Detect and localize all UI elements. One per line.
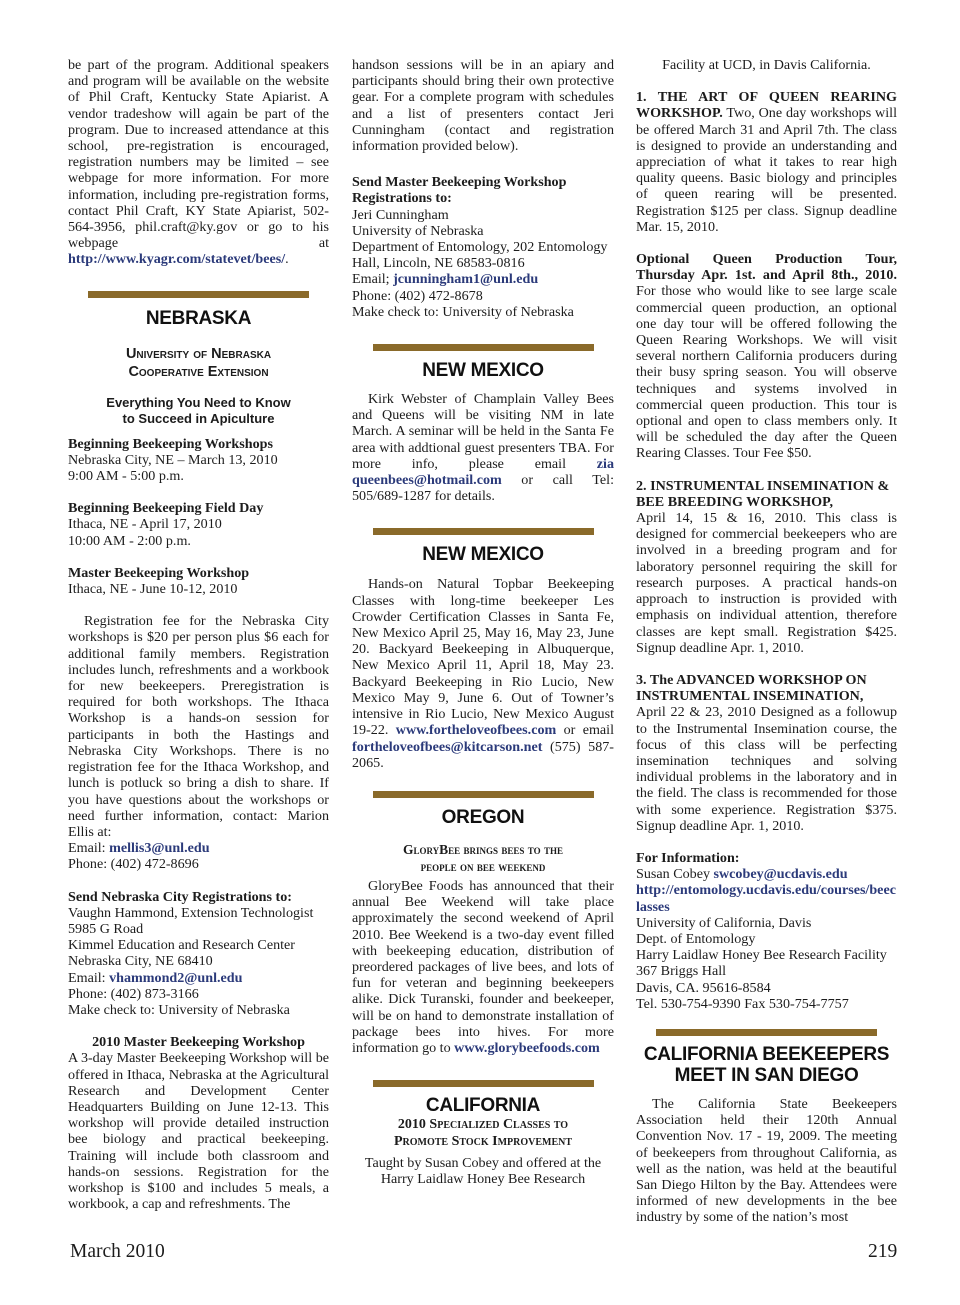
event-time: 10:00 AM - 2:00 p.m. bbox=[68, 532, 191, 549]
info-title: For Information: bbox=[636, 849, 740, 866]
email-link[interactable]: mellis3@unl.edu bbox=[109, 840, 210, 857]
page-number: 219 bbox=[868, 1241, 898, 1262]
registration-paragraph: Registration fee for the Nebraska City workshops is $20 per person plus $6 each for additional family members. Registration includes lunch, refreshments and a workbook for new beekeepers. Preregistration is required for both workshops. The Ithaca Workshop is a hands-on session for participants in both the Hastings and Nebraska City Workshops. There is no registration fee for the Ithaca Workshop, and lunch is potluck so bring a dish to share. If you have questions about the workshops or need further information, contact: Marion Ellis at: bbox=[68, 613, 329, 840]
event-location: Nebraska City, NE – March 13, 2010 bbox=[68, 451, 278, 468]
column-2: handson sessions will be in an apiary and participants should bring their own protective gear. For a complete program with schedules and a list of presenters contact Jeri Cunningham (contact and registration information provided below). Send Master Beekeeping Workshop Registrations to: Jeri Cunningham University of Nebraska Department of Entomology, 202 Entomology Hall, Lincoln, NE 68583-0816 Email; jcunningham1@unl.edu Phone: (402) 472-8678 Make check to: University of Nebraska NEW MEXICO Kirk Webster of Champlain Valley Bees and Queens will be visiting NM in late March. A seminar will be held in the Santa Fe area with addtional guest presenters TBA. For more info, please email zia queenbees@hotmail.com or call Tel: 505/689-1287 for details. NEW MEXICO Hands-on Natural Topbar Beekeeping Classes with long-time beekeeper Les Crowder Certification Classes in Santa Fe, New Mexico April 25, May 16, May 23, June 20. Backyard Beekeeping in Albuquerque, New Mexico April 11, April 18, May 23. Backyard Beekeeping in Rio Lucio, New Mexico May 9, June 6. Out of Towner’s intensive in Rio Lucio, New Mexico August 19-22. www.fortheloveofbees.com or email fortheloveofbees@kitcarson.net (575) 587-2065. OREGON GloryBee brings bees to the people on bee weekend GloryBee Foods has announced that their annual Bee Weekend will take place approximately the second weekend of April 2010. Bee Weekend is a two-day event filled with beekeeping education, distribution of preordered packages of live bees, and lots of fun for veteran and beginning beekeepers alike. Dick Turanski, founder and beekeeper, will be on hand to demonstrate installation of package bees into hives. For more information go to www.glorybeefoods.com CALIFORNIA 2010 Specialized Classes to Promote Stock Improvement Taught by Susan Cobey and offered at the Harry Laidlaw Honey Bee Research bbox=[352, 57, 614, 1188]
unl-heading: University of Nebraska Cooperative Extension bbox=[125, 345, 272, 380]
nebraska-heading: NEBRASKA bbox=[145, 307, 252, 329]
california-subheading: 2010 Specialized Classes to Promote Stock Improvement bbox=[393, 1117, 573, 1150]
section-divider bbox=[373, 528, 594, 535]
master-workshop-title: 2010 Master Beekeeping Workshop bbox=[92, 1034, 305, 1051]
workshop-3-text: April 22 & 23, 2010 Designed as a followup to the Instrumental Insemination course, the focus of this class will be perfecting insemination techniques and solving individual problems in the laboratory and in the field. The class is recommended for those with some experience. Registration $375. Signup deadline Apr. 1, 2010. bbox=[636, 704, 897, 834]
issue-date: March 2010 bbox=[70, 1241, 165, 1262]
email-link[interactable]: swcobey@ucdavis.edu bbox=[713, 866, 848, 883]
workshop-2-title: 2. INSTRUMENTAL INSEMINATION & BEE BREEDING WORKSHOP, bbox=[636, 477, 890, 510]
email-link[interactable]: fortheloveofbees@kitcarson.net bbox=[352, 738, 543, 755]
workshop-3-title: 3. The ADVANCED WORKSHOP ON INSTRUMENTAL INSEMINATION, bbox=[636, 671, 867, 705]
section-divider bbox=[373, 344, 594, 351]
event-location: Ithaca, NE - April 17, 2010 bbox=[68, 516, 222, 533]
event-location: Ithaca, NE - June 10-12, 2010 bbox=[68, 581, 238, 598]
event-title: Master Beekeeping Workshop bbox=[68, 564, 250, 581]
section-divider bbox=[88, 291, 309, 298]
section-divider bbox=[656, 1029, 877, 1036]
kyagr-link[interactable]: http://www.kyagr.com/statevet/bees/ bbox=[68, 251, 286, 268]
oregon-subheading: GloryBee brings bees to the people on bee weekend bbox=[402, 841, 564, 874]
new-mexico-heading: NEW MEXICO bbox=[422, 544, 544, 566]
section-divider bbox=[373, 1080, 594, 1087]
tagline: Everything You Need to Know to Succeed in Apiculture bbox=[106, 394, 291, 426]
california-intro: Taught by Susan Cobey and offered at the Harry Laidlaw Honey Bee Research bbox=[364, 1155, 602, 1188]
new-mexico-paragraph: Kirk Webster of Champlain Valley Bees and Queens will be visiting NM in late March. A seminar will be held in the Santa Fe area with addtional guest presenters TBA. For more info, please email zia queenbees@hotmail.com or call Tel: 505/689-1287 for details. bbox=[352, 391, 614, 505]
section-divider bbox=[373, 791, 594, 798]
event-title: Beginning Beekeeping Field Day bbox=[68, 500, 264, 517]
event-title: Beginning Beekeeping Workshops bbox=[68, 435, 273, 452]
event-time: 9:00 AM - 5:00 p.m. bbox=[68, 468, 184, 485]
contact-email: Email: mellis3@unl.edu bbox=[68, 840, 210, 857]
continued-paragraph: Facility at UCD, in Davis California. bbox=[662, 57, 871, 73]
california-beekeepers-heading: CALIFORNIA BEEKEEPERS MEET IN SAN DIEGO bbox=[643, 1043, 890, 1086]
column-3: Facility at UCD, in Davis California. 1. THE ART OF QUEEN REARING WORKSHOP. Two, One day workshops will be offered March 31 and April 7th. The class is designed to provide an understanding and appreciation of what it takes to rear high quality queens. Basic biology and principles of queen rearing will be presented. Registration $125 per class. Signup deadline Mar. 15, 2010. Optional Queen Production Tour, Thursday Apr. 1st. and April 8th., 2010. For those who would like to see large scale commercial queen production, an optional one day tour will be offered following the Queen Rearing Workshops. We will visit several northern California producers during their busy spring season. You will observe techniques and systems involved in commercial queen production. This tour is optional and open to class members only. It will be scheduled the day after the Queen Rearing Classes. Tour Fee $50. 2. INSTRUMENTAL INSEMINATION & BEE BREEDING WORKSHOP, April 14, 15 & 16, 2010. This class is designed for commercial beekeepers who are involved in a breeding program and for laboratory personnel requiring the skill for research purposes. A practical hands-on approach to instruction is provided with emphasis on individual attention, therefore classes are kept small. Registration $425. Signup deadline Apr. 1, 2010. 3. The ADVANCED WORKSHOP ON INSTRUMENTAL INSEMINATION, April 22 & 23, 2010 Designed as a followup to the Instrumental Insemination course, the focus of this class will be perfecting insemination techniques and solving individual problems in the laboratory and in the field. The class is recommended for those with some experience. Registration $375. Signup deadline Apr. 1, 2010. For Information: Susan Cobey swcobey@ucdavis.edu http://entomology.ucdavis.edu/courses/beeclasses University of California, Davis Dept. of Entomology Harry Laidlaw Honey Bee Research Facility 367 Briggs Hall Davis, CA. 95616-8584 Tel. 530-754-9390 Fax 530-754-7757 CALIFORNIA BEEKEEPERS MEET IN SAN DIEGO The California State Beekeepers Association held their 120th Annual Convention Nov. 17 - 19, 2009. The meeting of beekeepers from throughout California, as well as the nation, was held at the beautiful San Diego Hilton by the Bay. Attendees were informed of new developments in the bee industry by some of the nation’s most bbox=[636, 57, 897, 1226]
website-link[interactable]: http://entomology.ucdavis.edu/courses/beeclasses bbox=[636, 882, 896, 915]
workshop-2-text: April 14, 15 & 16, 2010. This class is designed for commercial beekeepers who are involved in a breeding program and for laboratory personnel requiring the skill for research purposes. A practical hands-on approach to instruction is provided with emphasis on individual attention, therefore classes are kept small. Registration $425. Signup deadline Apr. 1, 2010. bbox=[636, 510, 897, 656]
oregon-paragraph: GloryBee Foods has announced that their annual Bee Weekend will take place approximately the second weekend of April 2010. Bee Weekend is a two-day event filled with beekeeping education, distribution of preordered packages of live bees, and lots of fun for veteran and beginning beekeepers alike. Dick Turanski, founder and beekeeper, will be on hand to demonstrate installation of package bees into hives. For more information go to www.glorybeefoods.com bbox=[352, 877, 614, 1056]
tour-paragraph: Optional Queen Production Tour, Thursday Apr. 1st. and April 8th., 2010. For those who would like to see large scale commercial queen production, an optional one day tour will be offered following the Queen Rearing Workshops. We will visit several northern California producers during their busy spring season. You will observe techniques and systems involved in commercial queen production. This tour is optional and open to class members only. It will be scheduled the day after the Queen Rearing Classes. Tour Fee $50. bbox=[636, 251, 897, 462]
email-link[interactable]: zia queenbees@hotmail.com bbox=[352, 455, 614, 489]
contact-phone: Phone: (402) 472-8696 bbox=[68, 856, 199, 873]
new-mexico-heading: NEW MEXICO bbox=[422, 360, 544, 382]
oregon-heading: OREGON bbox=[441, 806, 525, 828]
continued-paragraph: handson sessions will be in an apiary and participants should bring their own protective gear. For a complete program with schedules and a list of presenters contact Jeri Cunningham (contact and registration information provided below). bbox=[352, 57, 614, 155]
email-link[interactable]: vhammond2@unl.edu bbox=[109, 969, 243, 986]
email-link[interactable]: jcunningham1@unl.edu bbox=[393, 271, 539, 288]
new-mexico-paragraph: Hands-on Natural Topbar Beekeeping Classes with long-time beekeeper Les Crowder Certification Classes in Santa Fe, New Mexico April 25, May 16, May 23, June 20. Backyard Beekeeping in Albuquerque, New Mexico April 11, April 18, May 23. Backyard Beekeeping in Rio Lucio, New Mexico May 9, June 6. Out of Towner’s intensive in Rio Lucio, New Mexico August 19-22. www.fortheloveofbees.com or email fortheloveofbees@kitcarson.net (575) 587-2065. bbox=[352, 576, 614, 771]
workshop-1: 1. THE ART OF QUEEN REARING WORKSHOP. Two, One day workshops will be offered March 31 and April 7th. The class is designed to provide an understanding and appreciation of what it takes to rear high quality queens. Basic biology and principles of queen rearing will be presented. Registration $125 per class. Signup deadline Mar. 15, 2010. bbox=[636, 89, 897, 235]
website-link[interactable]: www.fortheloveofbees.com bbox=[395, 722, 557, 739]
column-1: be part of the program. Additional speakers and program will be available on the website of Phil Craft, Kentucky State Apiarist. A vendor tradeshow will again be part of the program. Due to increased attendance at this school, pre-registration is encouraged, registration numbers may be limited – see webpage for more information. For more information, including pre-registration forms, contact Phil Craft, KY State Apiarist, 502-564-3956, phil.craft@ky.gov or go to his webpage at http://www.kyagr.com/statevet/bees/. NEBRASKA University of Nebraska Cooperative Extension Everything You Need to Know to Succeed in Apiculture Beginning Beekeeping Workshops Nebraska City, NE – March 13, 2010 9:00 AM - 5:00 p.m. Beginning Beekeeping Field Day Ithaca, NE - April 17, 2010 10:00 AM - 2:00 p.m. Master Beekeeping Workshop Ithaca, NE - June 10-12, 2010 Registration fee for the Nebraska City workshops is $20 per person plus $6 each for additional family members. Registration includes lunch, refreshments and a workbook for new beekeepers. Preregistration is required for both workshops. The Ithaca Workshop is a hands-on session for participants in both the Hastings and Nebraska City Workshops. There is no registration fee for the Ithaca Workshop, and lunch is potluck so bring a dish to share. If you have questions about the workshops or need further information, contact: Marion Ellis at: Email: mellis3@unl.edu Phone: (402) 472-8696 Send Nebraska City Registrations to: Vaughn Hammond, Extension Technologist 5985 G Road Kimmel Education and Research Center Nebraska City, NE 68410 Email: vhammond2@unl.edu Phone: (402) 873-3166 Make check to: University of Nebraska 2010 Master Beekeeping Workshop A 3-day Master Beekeeping Workshop will be offered in Ithaca, Nebraska at the Agricultural Research and Development Center Headquarters Building on June 12-13. This workshop will provide detailed instruction bee biology and practical beekeeping. Training will include both classroom and hands-on sessions. Registration for the workshop is $100 and includes 5 meals, a workbook, a cap and refreshments. The bbox=[68, 57, 329, 1213]
intro-paragraph: be part of the program. Additional speakers and program will be available on the website of Phil Craft, Kentucky State Apiarist. A vendor tradeshow will again be part of the program. Due to increased attendance at this school, pre-registration is encouraged, registration numbers may be limited – see webpage for more information. For more information, including pre-registration forms, contact Phil Craft, KY State Apiarist, 502-564-3956, phil.craft@ky.gov or go to his webpage at http://www.kyagr.com/statevet/bees/. bbox=[68, 57, 329, 268]
california-heading: CALIFORNIA bbox=[425, 1095, 541, 1117]
california-beekeepers-paragraph: The California State Beekeepers Association held their 120th Annual Convention Nov. 17 - 19, 2009. The meeting of beekeepers from throughout California, as well as the nation, was held at the beautiful San Diego Hilton by the Bay. Attendees were informed of new developments in the bee industry by some of the nation’s most bbox=[636, 1095, 897, 1226]
website-link[interactable]: www.glorybeefoods.com bbox=[454, 1039, 600, 1056]
send-registrations-title: Send Master Beekeeping Workshop Registrations to: bbox=[352, 174, 567, 207]
send-registrations-title: Send Nebraska City Registrations to: bbox=[68, 888, 292, 905]
master-workshop-paragraph: A 3-day Master Beekeeping Workshop will be offered in Ithaca, Nebraska at the Agricultural Research and Development Center Headquarters Building on June 12-13. This workshop will provide detailed instruction bee biology and practical beekeeping. Training will include both classroom and hands-on sessions. Registration for the workshop is $100 and includes 5 meals, a workbook, a cap and refreshments. The bbox=[68, 1050, 329, 1213]
